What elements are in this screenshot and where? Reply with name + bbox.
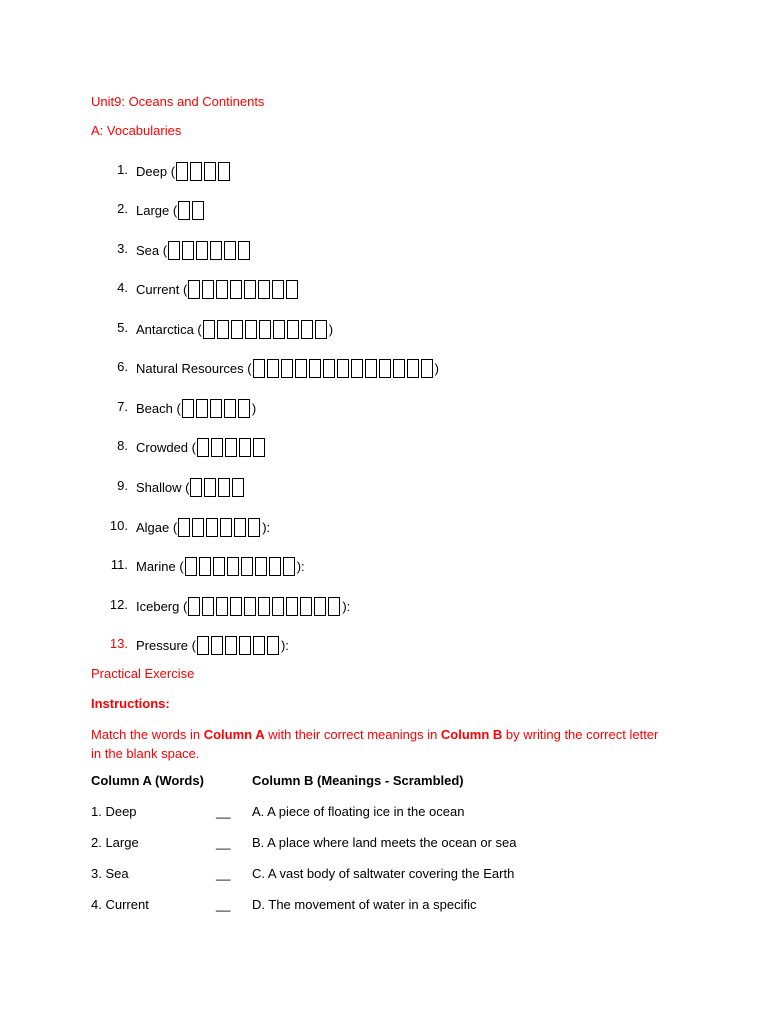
vocab-close: ): [251, 401, 257, 416]
missing-glyph-box: [188, 280, 200, 299]
missing-glyph-box: [210, 399, 222, 418]
match-word: 1. Deep: [91, 804, 137, 819]
missing-glyph-box: [287, 320, 299, 339]
vocab-number: 10.: [109, 518, 128, 533]
missing-glyph-box: [227, 557, 239, 576]
missing-glyph-box: [203, 320, 215, 339]
missing-glyph-box: [239, 438, 251, 457]
missing-glyph-box: [190, 162, 202, 181]
missing-glyph-boxes: [190, 477, 246, 497]
missing-glyph-box: [197, 438, 209, 457]
vocab-word: Pressure (: [136, 638, 196, 653]
missing-glyph-box: [328, 597, 340, 616]
missing-glyph-box: [202, 280, 214, 299]
missing-glyph-box: [204, 478, 216, 497]
match-blank: __: [216, 835, 231, 850]
vocab-number: 13.: [109, 636, 128, 651]
vocab-close: ):: [262, 520, 271, 535]
unit-title: Unit9: Oceans and Continents: [91, 94, 265, 109]
vocab-line: [136, 234, 252, 260]
vocab-line: [136, 590, 350, 616]
missing-glyph-box: [281, 359, 293, 378]
missing-glyph-box: [211, 438, 223, 457]
missing-glyph-box: [225, 438, 237, 457]
missing-glyph-box: [225, 636, 237, 655]
vocab-number: 11.: [110, 557, 128, 572]
missing-glyph-box: [192, 518, 204, 537]
vocab-close: ): [434, 361, 439, 376]
vocab-close: ):: [296, 559, 305, 574]
missing-glyph-box: [216, 597, 228, 616]
missing-glyph-box: [185, 557, 197, 576]
missing-glyph-box: [255, 557, 267, 576]
missing-glyph-box: [315, 320, 327, 339]
missing-glyph-box: [234, 518, 246, 537]
missing-glyph-boxes: [203, 319, 329, 339]
instructions-part2: with their correct meanings in: [264, 727, 441, 742]
missing-glyph-box: [272, 280, 284, 299]
column-a-header: Column A (Words): [91, 773, 204, 788]
missing-glyph-box: [267, 359, 279, 378]
missing-glyph-box: [337, 359, 349, 378]
missing-glyph-box: [192, 201, 204, 220]
missing-glyph-box: [301, 320, 313, 339]
missing-glyph-box: [218, 478, 230, 497]
missing-glyph-box: [204, 162, 216, 181]
missing-glyph-boxes: [185, 556, 297, 576]
missing-glyph-box: [230, 597, 242, 616]
vocab-word: Shallow (: [136, 480, 190, 495]
missing-glyph-box: [258, 280, 270, 299]
missing-glyph-boxes: [253, 358, 435, 378]
missing-glyph-box: [238, 399, 250, 418]
vocab-number: 4.: [117, 280, 128, 295]
missing-glyph-box: [253, 359, 265, 378]
vocab-line: [136, 273, 300, 299]
missing-glyph-box: [224, 241, 236, 260]
missing-glyph-box: [220, 518, 232, 537]
missing-glyph-box: [178, 518, 190, 537]
missing-glyph-box: [190, 478, 202, 497]
vocab-line: [136, 194, 206, 220]
missing-glyph-box: [272, 597, 284, 616]
vocab-line: [136, 550, 305, 576]
missing-glyph-box: [286, 280, 298, 299]
vocab-number: 5.: [117, 320, 128, 335]
instructions-part3: by writing the correct letter in the blank space.: [91, 727, 659, 761]
instructions-text: [91, 725, 671, 763]
missing-glyph-box: [269, 557, 281, 576]
match-meaning: D. The movement of water in a specific: [252, 897, 477, 912]
vocab-word: Crowded (: [136, 440, 196, 455]
missing-glyph-box: [182, 399, 194, 418]
vocab-word: Iceberg (: [136, 599, 188, 614]
missing-glyph-box: [259, 320, 271, 339]
vocab-line: [136, 471, 246, 497]
vocab-number: 7.: [117, 399, 128, 414]
vocab-line: [136, 155, 232, 181]
missing-glyph-box: [197, 636, 209, 655]
missing-glyph-box: [218, 162, 230, 181]
match-blank: __: [216, 804, 231, 819]
vocab-word: Natural Resources (: [136, 361, 252, 376]
missing-glyph-box: [196, 241, 208, 260]
vocab-line: [136, 431, 267, 457]
missing-glyph-box: [273, 320, 285, 339]
missing-glyph-box: [253, 636, 265, 655]
missing-glyph-box: [286, 597, 298, 616]
missing-glyph-box: [176, 162, 188, 181]
missing-glyph-box: [199, 557, 211, 576]
missing-glyph-box: [224, 399, 236, 418]
missing-glyph-box: [393, 359, 405, 378]
instructions-part1: Match the words in: [91, 727, 204, 742]
missing-glyph-boxes: [178, 200, 206, 220]
match-meaning: A. A piece of floating ice in the ocean: [252, 804, 465, 819]
vocab-word: Beach (: [136, 401, 181, 416]
vocab-close: ):: [280, 638, 289, 653]
missing-glyph-boxes: [188, 279, 300, 299]
vocab-word: Large (: [136, 203, 178, 218]
vocab-word: Current (: [136, 282, 188, 297]
missing-glyph-box: [241, 557, 253, 576]
missing-glyph-box: [314, 597, 326, 616]
instructions-bold-column-b: Column B: [440, 727, 503, 742]
missing-glyph-box: [253, 438, 265, 457]
missing-glyph-box: [244, 597, 256, 616]
missing-glyph-box: [283, 557, 295, 576]
vocab-number: 1.: [117, 162, 128, 177]
missing-glyph-box: [211, 636, 223, 655]
vocab-word: Algae (: [136, 520, 178, 535]
missing-glyph-box: [231, 320, 243, 339]
missing-glyph-box: [244, 280, 256, 299]
vocab-number: 12.: [109, 597, 128, 612]
vocab-line: [136, 629, 289, 655]
vocab-line: [136, 313, 333, 339]
instructions-bold-column-a: Column A: [203, 727, 265, 742]
vocab-word: Antarctica (: [136, 322, 202, 337]
missing-glyph-box: [202, 597, 214, 616]
missing-glyph-box: [295, 359, 307, 378]
match-blank: __: [216, 866, 231, 881]
missing-glyph-boxes: [178, 517, 262, 537]
missing-glyph-box: [238, 241, 250, 260]
vocab-heading: A: Vocabularies: [91, 123, 182, 138]
missing-glyph-box: [230, 280, 242, 299]
missing-glyph-box: [217, 320, 229, 339]
missing-glyph-box: [267, 636, 279, 655]
missing-glyph-box: [178, 201, 190, 220]
missing-glyph-box: [365, 359, 377, 378]
missing-glyph-boxes: [182, 398, 252, 418]
missing-glyph-boxes: [176, 161, 232, 181]
missing-glyph-box: [239, 636, 251, 655]
missing-glyph-box: [323, 359, 335, 378]
vocab-number: 9.: [117, 478, 128, 493]
missing-glyph-boxes: [197, 437, 267, 457]
match-word: 4. Current: [91, 897, 149, 912]
missing-glyph-box: [421, 359, 433, 378]
missing-glyph-box: [248, 518, 260, 537]
missing-glyph-box: [182, 241, 194, 260]
missing-glyph-box: [300, 597, 312, 616]
match-word: 3. Sea: [91, 866, 129, 881]
practical-heading: Practical Exercise: [91, 666, 195, 681]
vocab-number: 8.: [117, 438, 128, 453]
missing-glyph-box: [206, 518, 218, 537]
match-blank: __: [216, 897, 231, 912]
missing-glyph-box: [309, 359, 321, 378]
vocab-line: [136, 352, 439, 378]
missing-glyph-box: [196, 399, 208, 418]
missing-glyph-box: [216, 280, 228, 299]
missing-glyph-boxes: [197, 635, 281, 655]
column-b-header: Column B (Meanings - Scrambled): [252, 773, 464, 788]
vocab-word: Deep (: [136, 164, 176, 179]
vocab-number: 3.: [117, 241, 128, 256]
missing-glyph-box: [351, 359, 363, 378]
vocab-line: [136, 511, 270, 537]
vocab-number: 6.: [117, 359, 128, 374]
missing-glyph-box: [258, 597, 270, 616]
vocab-line: [136, 392, 256, 418]
vocab-close: ): [328, 322, 334, 337]
match-meaning: C. A vast body of saltwater covering the Earth: [252, 866, 515, 881]
missing-glyph-box: [213, 557, 225, 576]
match-meaning: B. A place where land meets the ocean or sea: [252, 835, 517, 850]
missing-glyph-box: [245, 320, 257, 339]
vocab-close: ):: [342, 599, 351, 614]
missing-glyph-boxes: [168, 240, 252, 260]
missing-glyph-box: [188, 597, 200, 616]
vocab-word: Sea (: [136, 243, 168, 258]
match-word: 2. Large: [91, 835, 139, 850]
vocab-number: 2.: [117, 201, 128, 216]
vocab-word: Marine (: [136, 559, 184, 574]
missing-glyph-boxes: [188, 596, 342, 616]
missing-glyph-box: [168, 241, 180, 260]
missing-glyph-box: [379, 359, 391, 378]
instructions-heading: Instructions:: [91, 696, 170, 711]
missing-glyph-box: [407, 359, 419, 378]
missing-glyph-box: [210, 241, 222, 260]
missing-glyph-box: [232, 478, 244, 497]
